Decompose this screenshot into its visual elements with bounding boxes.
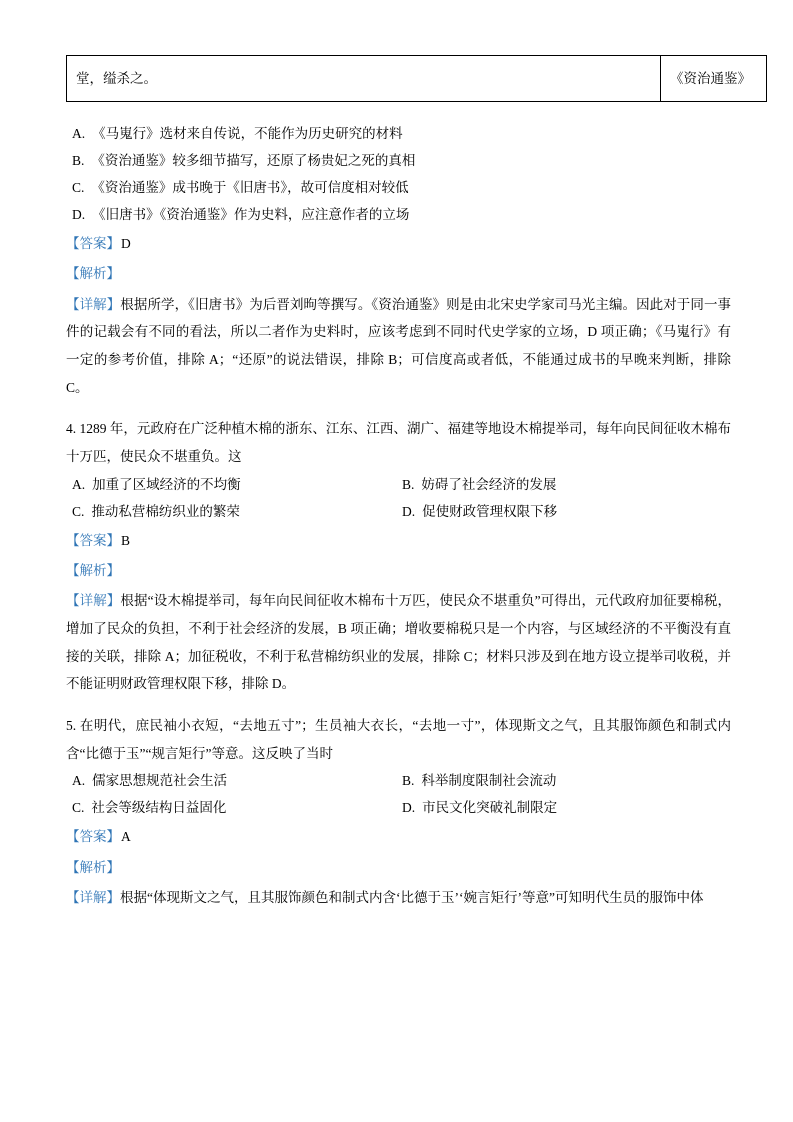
q5-answer-row (66, 823, 731, 851)
q4-detail-paragraph (66, 587, 731, 698)
detail-text: 根据“设木棉提举司，每年向民间征收木棉布十万匹，使民众不堪重负”可得出，元代政府加征要棉税，增加了民众的负担，不利于社会经济的发展，B 项正确；增收要棉税只是一个内容，与区域经济的不平衡没有直接的关联，排除 A；加征税收，不利于私营棉纺织业的发展，排除 C；材料只涉及到在地方设立提举司收税，并不能证明财政管理权限下移，排除 D。 (66, 593, 732, 692)
q3-option-b (66, 147, 731, 174)
detail-tag: 【详解】 (66, 296, 121, 312)
option-text: 《资治通鉴》较多细节描写，还原了杨贵妃之死的真相 (91, 153, 416, 168)
q5-options-row-2 (66, 794, 731, 821)
option-text: 促使财政管理权限下移 (422, 503, 558, 519)
option-text: 儒家思想规范社会生活 (92, 773, 228, 789)
option-text: 《旧唐书》《资治通鉴》作为史料，应注意作者的立场 (92, 207, 410, 222)
option-text: 科举制度限制社会流动 (421, 773, 557, 789)
option-text: 推动私营棉纺织业的繁荣 (91, 503, 240, 519)
q3-option-a (66, 120, 731, 147)
answer-tag: 【答案】 (66, 532, 120, 548)
option-text: 《马嵬行》选材来自传说，不能作为历史研究的材料 (92, 126, 403, 141)
q4-option-b (402, 471, 731, 498)
source-reference-cell: 《资治通鉴》 (661, 56, 767, 102)
option-text: 市民文化突破礼制限定 (422, 800, 558, 816)
q4-answer-row (66, 527, 731, 555)
q5-stem: 5. 在明代，庶民袖小衣短，“去地五寸”；生员袖大衣长，“去地一寸”，体现斯文之气，且其服饰颜色和制式内含“比德于玉”“规言矩行”等意。这反映了当时 (66, 718, 731, 761)
option-label: D. (402, 800, 416, 816)
q4-analysis-row (66, 557, 731, 585)
source-table (66, 55, 767, 102)
option-label: B. (72, 153, 85, 168)
q3-detail-paragraph (66, 291, 731, 402)
detail-text: 根据所学，《旧唐书》为后晋刘昫等撰写。《资治通鉴》则是由北宋史学家司马光主编。因此对于同一事件的记载会有不同的看法，所以二者作为史料时，应该考虑到不同时代史学家的立场，D 项正确；《马嵬行》有一定的参考价值，排除 A；“还原”的说法错误，排除 B；可信度高或者低，不能通过成书的早晚来判断，排除 C。 (66, 296, 732, 395)
table-row (67, 56, 767, 102)
q4-option-d (402, 498, 731, 525)
q4-stem: 4. 1289 年，元政府在广泛种植木棉的浙东、江东、江西、湖广、福建等地设木棉提举司，每年向民间征收木棉布十万匹，使民众不堪重负。这 (66, 421, 731, 465)
source-text-cell: 堂，缢杀之。 (67, 56, 661, 102)
option-text: 妨碍了社会经济的发展 (421, 476, 557, 492)
answer-tag: 【答案】 (66, 236, 120, 251)
detail-tag: 【详解】 (66, 890, 120, 906)
option-label: C. (72, 180, 85, 195)
q5-analysis-row (66, 854, 731, 882)
page-content (66, 55, 751, 912)
option-label: C. (72, 503, 85, 519)
q4-options-row-1 (66, 471, 731, 498)
q3-analysis-row (66, 260, 731, 288)
option-label: D. (72, 207, 86, 222)
option-label: A. (72, 126, 86, 141)
q5-detail-paragraph (66, 884, 731, 912)
answer-value: B (121, 532, 131, 548)
q5-option-a (72, 767, 402, 794)
q5-option-b (402, 767, 731, 794)
option-label: B. (402, 476, 415, 492)
q5-option-c (72, 794, 402, 821)
option-label: B. (402, 773, 415, 789)
analysis-tag: 【解析】 (66, 563, 120, 579)
q4-option-c (72, 498, 402, 525)
analysis-tag: 【解析】 (66, 859, 120, 875)
q4-option-a (72, 471, 402, 498)
option-label: A. (72, 476, 86, 492)
q5-option-d (402, 794, 731, 821)
detail-text: 根据“体现斯文之气，且其服饰颜色和制式内含‘比德于玉’‘婉言矩行’等意”可知明代生员的服饰中体 (120, 890, 704, 906)
q5-options-row-1 (66, 767, 731, 794)
analysis-tag: 【解析】 (66, 266, 120, 282)
option-text: 社会等级结构日益固化 (91, 800, 227, 816)
option-label: A. (72, 773, 86, 789)
answer-tag: 【答案】 (66, 829, 120, 845)
answer-value: D (121, 236, 131, 251)
q3-option-d (66, 201, 731, 228)
option-label: C. (72, 800, 85, 816)
answer-value: A (121, 829, 131, 845)
option-text: 《资治通鉴》成书晚于《旧唐书》，故可信度相对较低 (91, 180, 409, 195)
q4-options-row-2 (66, 498, 731, 525)
q3-answer-row (66, 230, 731, 258)
option-text: 加重了区域经济的不均衡 (92, 476, 241, 492)
q3-option-c (66, 174, 731, 201)
option-label: D. (402, 503, 416, 519)
detail-tag: 【详解】 (66, 593, 121, 609)
